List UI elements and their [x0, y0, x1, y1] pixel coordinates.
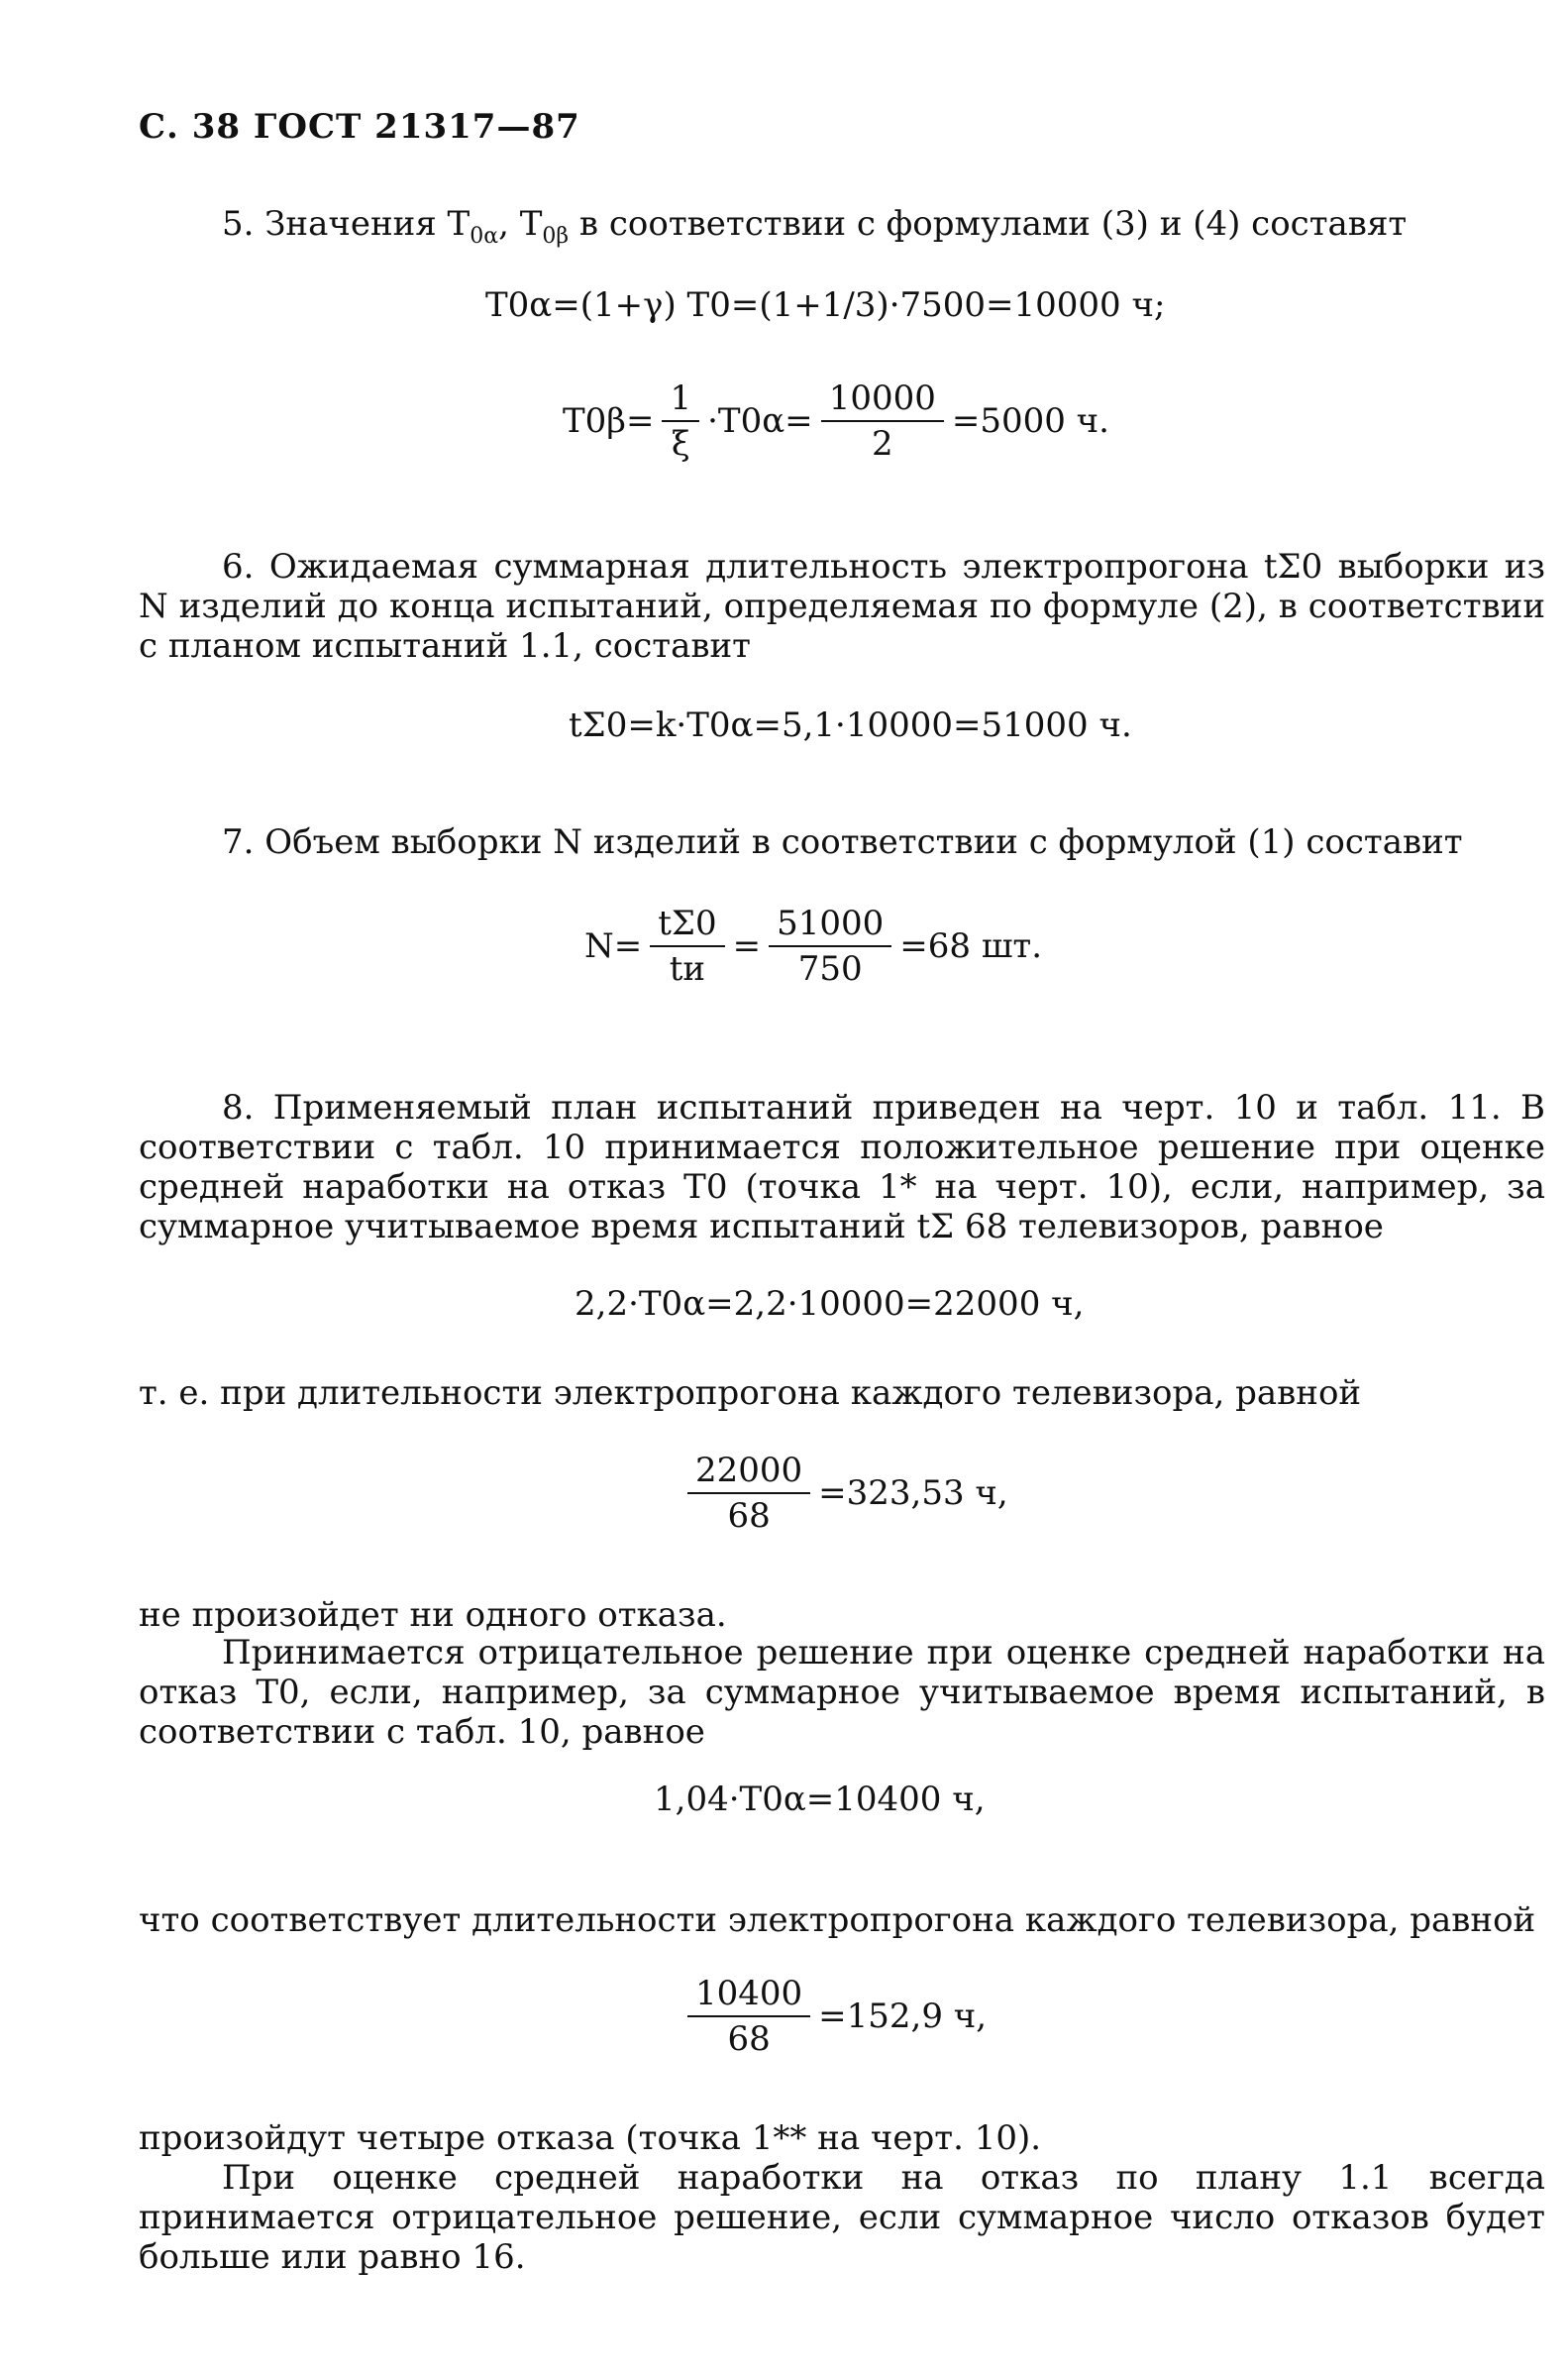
paragraph-11: Принимается отрицательное решение при оценке средней наработки на отказ T0, если, например, за суммарное учитываемое время испытаний, в соответствии с табл. 10, равное: [139, 1633, 1545, 1752]
fraction-10400-over-68: $\frac{10400}{68}$: [687, 1972, 810, 2061]
formula-t-sigma: tΣ0=k·T0α=5,1·10000=51000 ч.: [569, 705, 1132, 745]
fraction-1-over-xi: $\frac{1}{\xi}$: [662, 377, 699, 466]
paragraph-13: произойдут четыре отказа (точка 1** на черт. 10).: [139, 2118, 1042, 2158]
formula-22000: 2,2·T0α=2,2·10000=22000 ч,: [575, 1284, 1085, 1324]
fraction-tsigma-over-ti: $\frac{t\Sigma 0}{tи}$: [650, 902, 724, 991]
formula-10400: 1,04·T0α=10400 ч,: [654, 1780, 986, 1819]
paragraph-12: что соответствует длительности электропрогона каждого телевизора, равной: [139, 1900, 1536, 1940]
formula-152: $\frac{10400}{68}$ =152,9 ч,: [679, 1972, 987, 2061]
formula-n: N= $\frac{t\Sigma 0}{tи}$ = $\frac{51000}{750}$ =68 шт.: [584, 904, 1043, 989]
page-header: С. 38 ГОСТ 21317—87: [139, 107, 580, 147]
paragraph-5: 5. Значения $T_{0\alpha}$, $T_{0\beta}$ в соответствии с формулами (3) и (4) составят: [222, 204, 1408, 249]
paragraph-9: т. е. при длительности электропрогона каждого телевизора, равной: [139, 1373, 1362, 1413]
paragraph-10: не произойдет ни одного отказа.: [139, 1595, 727, 1635]
formula-t0-beta: T0β= $\frac{1}{\xi}$ ·T0α= $\frac{10000}{2}$ =5000 ч.: [563, 378, 1109, 464]
fraction-22000-over-68: $\frac{22000}{68}$: [687, 1449, 810, 1538]
fraction-10000-over-2: $\frac{10000}{2}$: [821, 377, 944, 466]
paragraph-8: 8. Применяемый план испытаний приведен на черт. 10 и табл. 11. В соответствии с табл. 10 принимается положительное решение при оценке средней наработки на отказ T0 (точка 1* на черт. 10), если, например, за суммарное учитываемое время испытаний tΣ 68 телевизоров, равное: [139, 1088, 1545, 1246]
paragraph-6: 6. Ожидаемая суммарная длительность электропрогона tΣ0 выборки из N изделий до конца испытаний, определяемая по формуле (2), в соответствии с планом испытаний 1.1, составит: [139, 547, 1545, 666]
paragraph-7: 7. Объем выборки N изделий в соответствии с формулой (1) составит: [222, 822, 1463, 862]
fraction-51000-over-750: $\frac{51000}{750}$: [769, 902, 891, 991]
formula-t0-alpha: T0α=(1+γ) T0=(1+1/3)·7500=10000 ч;: [485, 285, 1166, 325]
formula-323: $\frac{22000}{68}$ =323,53 ч,: [679, 1449, 1008, 1538]
paragraph-14: При оценке средней наработки на отказ по плану 1.1 всегда принимается отрицательное решение, если суммарное число отказов будет больше или равно 16.: [139, 2158, 1545, 2277]
